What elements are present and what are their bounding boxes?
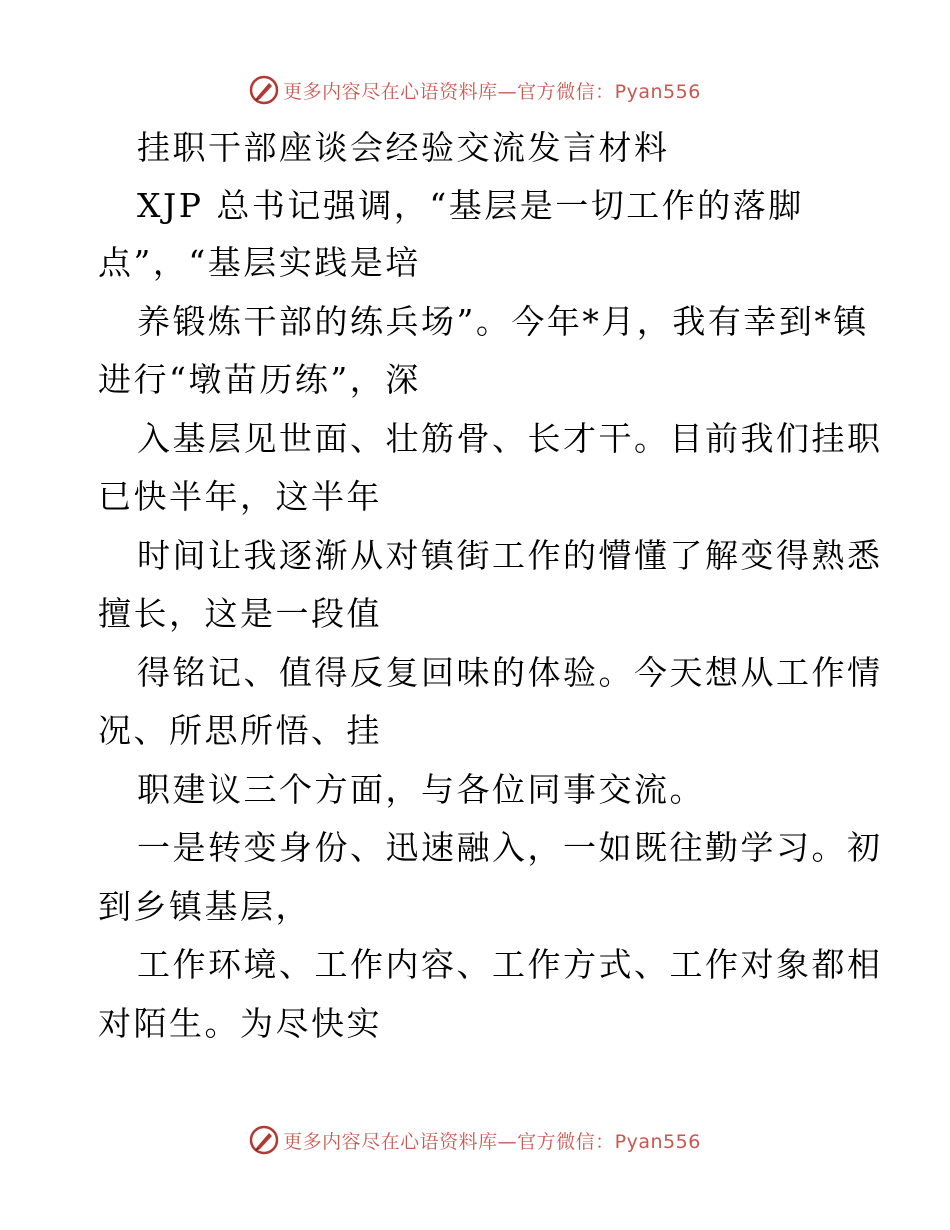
paragraph-line: 得铭记、值得反复回味的体验。今天想从工作情: [137, 653, 883, 692]
paragraph-line: XJP 总书记强调，“基层是一切工作的落脚: [137, 186, 804, 225]
paragraph-line: 况、所思所悟、挂: [98, 711, 382, 750]
paragraph-line: 养锻炼干部的练兵场”。今年*月，我有幸到*镇: [137, 302, 869, 341]
paragraph-line: 时间让我逐渐从对镇街工作的懵懂了解变得熟悉: [137, 536, 883, 575]
paragraph-line: 已快半年，这半年: [98, 477, 382, 516]
header-banner-text: 更多内容尽在心语资料库—官方微信：Pyan556: [283, 80, 701, 103]
paragraph-line: 职建议三个方面，与各位同事交流。: [137, 770, 705, 809]
pen-logo-icon: [249, 75, 279, 105]
paragraph-line: 擅长，这是一段值: [98, 594, 382, 633]
paragraph-line: 入基层见世面、壮筋骨、长才干。目前我们挂职: [137, 419, 883, 458]
paragraph-line: 一是转变身份、迅速融入，一如既往勤学习。初: [137, 828, 883, 867]
footer-banner: [0, 1120, 950, 1160]
paragraph-line: 对陌生。为尽快实: [98, 1004, 382, 1043]
paragraph-line: 工作环境、工作内容、工作方式、工作对象都相: [137, 945, 883, 984]
footer-banner-text: 更多内容尽在心语资料库—官方微信：Pyan556: [283, 1130, 701, 1153]
document-title: 挂职干部座谈会经验交流发言材料: [137, 128, 670, 167]
pen-logo-icon: [249, 1125, 279, 1155]
header-banner: [0, 70, 950, 110]
paragraph-line: 进行“墩苗历练”，深: [98, 360, 421, 399]
paragraph-line: 点”，“基层实践是培: [98, 243, 421, 282]
paragraph-line: 到乡镇基层，: [98, 887, 311, 926]
